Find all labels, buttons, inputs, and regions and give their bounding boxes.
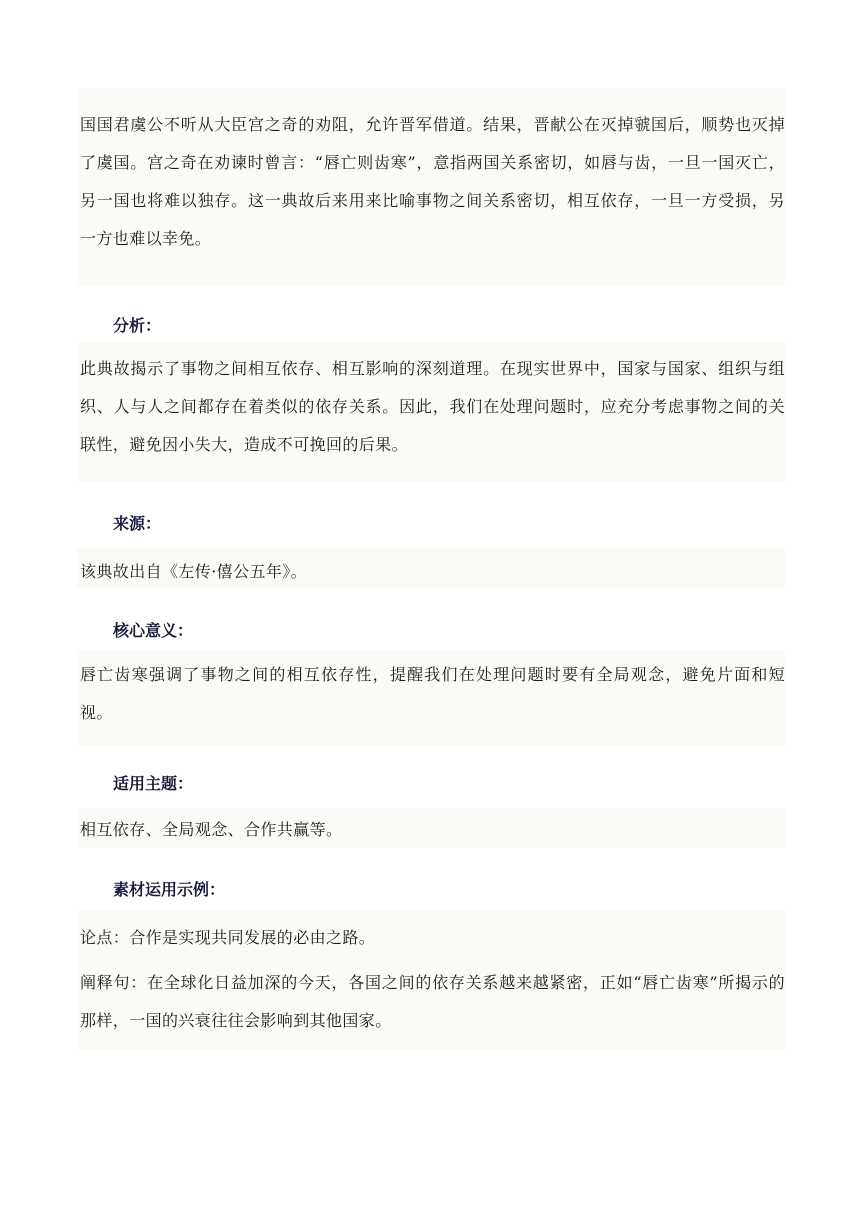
meaning-paragraph: 唇亡齿寒强调了事物之间的相互依存性，提醒我们在处理问题时要有全局观念，避免片面和短视。 [80,665,785,722]
analysis-paragraph: 此典故揭示了事物之间相互依存、相互影响的深刻道理。在现实世界中，国家与国家、组织与组织、人与人之间都存在着类似的依存关系。因此，我们在处理问题时，应充分考虑事物之间的关联性，避免因小失大，造成不可挽回的后果。 [80,359,785,454]
meaning-heading: 核心意义： [113,621,194,640]
example-argument: 论点：合作是实现共同发展的必由之路。 [80,928,376,947]
example-explanation: 阐释句：在全球化日益加深的今天，各国之间的依存关系越来越紧密，正如“唇亡齿寒”所揭示的那样，一国的兴衰往往会影响到其他国家。 [80,973,785,1030]
themes-heading: 适用主题： [113,774,194,793]
analysis-heading: 分析： [113,316,162,335]
story-paragraph: 国国君虞公不听从大臣宫之奇的劝阻，允许晋军借道。结果，晋献公在灭掉虢国后，顺势也灭掉了虞国。宫之奇在劝谏时曾言：“唇亡则齿寒”，意指两国关系密切，如唇与齿，一旦一国灭亡，另一国也将难以独存。这一典故后来用来比喻事物之间关系密切，相互依存，一旦一方受损，另一方也难以幸免。 [80,115,785,248]
themes-paragraph: 相互依存、全局观念、合作共赢等。 [80,820,343,839]
source-heading: 来源： [113,514,162,533]
example-heading: 素材运用示例： [113,880,226,899]
source-paragraph: 该典故出自《左传·僖公五年》。 [80,562,308,581]
